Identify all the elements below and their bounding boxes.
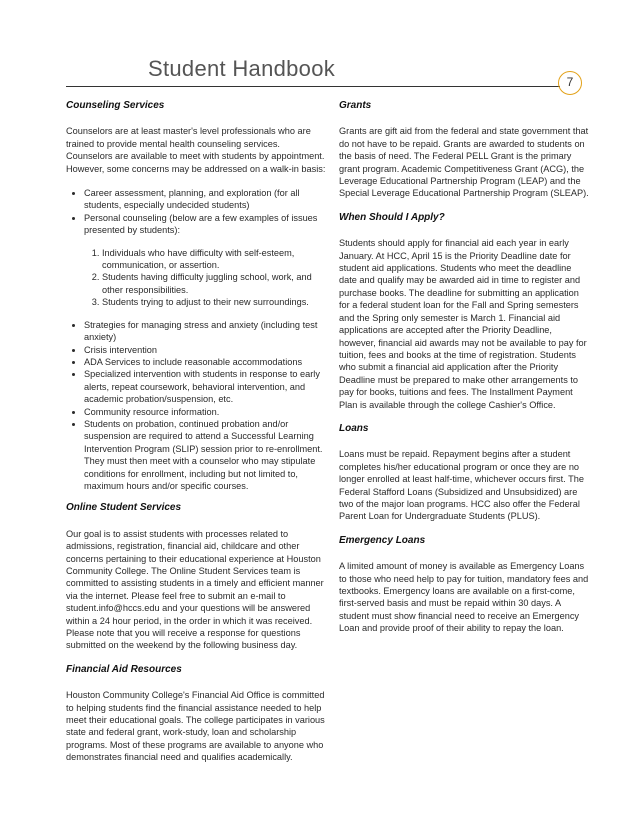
grants-heading: Grants (339, 100, 372, 111)
loans-body: Loans must be repaid. Repayment begins after a student completes his/her educational program or once they are no longer enrolled at least half-time, whichever occurs first. The Federal Stafford Loans (Subsidized and Unsubsidized) are two of the major loan programs. HCC also offer the Federal Parent Loan for Undergraduate Students (PLUS). (339, 449, 584, 522)
list-item: • Career assessment, planning, and exploration (for all students, especially undecided students) (84, 187, 328, 212)
page-header (0, 0, 638, 100)
emergency-loans-body: A limited amount of money is available as Emergency Loans to those who need help to pay for tuition, mandatory fees and textbooks. Emergency loans are available on a first-come, first-served basis and must be repaid within 30 days. A student must show financial need to receive an Emergency Loan and provide proof of their ability to repay the loan. (339, 561, 589, 634)
financial-aid-body: Houston Community College's Financial Aid Office is committed to helping students find the financial assistance needed to help meet their educational goals. The college participates in various state and federal grant, work-study, loan and scholarship programs. Most of these programs are available to anyone who demonstrates financial need and qualifies academically. (66, 690, 325, 763)
emergency-loans-heading: Emergency Loans (339, 534, 426, 546)
list-item: • Personal counseling (below are a few examples of issues presented by students): (84, 212, 328, 237)
counseling-section (66, 100, 328, 492)
emergency-loans-section (339, 535, 589, 635)
counseling-bullets-1 (66, 187, 328, 237)
list-item: • ADA Services to include reasonable accommodations (84, 356, 328, 368)
financial-aid-section (66, 664, 328, 764)
list-item: 2. Students having difficulty juggling school, work, and other responsibilities. (102, 271, 328, 296)
loans-heading: Loans (339, 422, 369, 434)
list-item: • Specialized intervention with students in response to early alerts, repeat coursework, behavioral intervention, and academic probation/suspension, etc. (84, 368, 328, 405)
counseling-numbered (84, 247, 328, 309)
page-title: Student Handbook (148, 56, 336, 81)
online-services-heading: Online Student Services (66, 502, 182, 514)
list-item: 1. Individuals who have difficulty with self-esteem, communication, or assertion. (102, 247, 328, 272)
counseling-intro: Counselors are at least master's level professionals who are trained to provide mental health counseling services. Counselors are available to meet with students by appointment. However, some concerns may be addressed on a walk-in basis: (66, 126, 326, 174)
online-services-body: Our goal is to assist students with processes related to admissions, registration, financial aid, childcare and other concerns pertaining to their educational experience at Houston Community College. The Online Student Services team is committed to assisting students in a timely and efficient manner via the internet. Please feel free to submit an e-mail to student.info@hccs.edu and your questions will be answered within a 24 hour period, in the order in which it was received. Please note that you will receive a response for questions submitted on the weekend by the following business day. (66, 528, 324, 651)
list-item: 3. Students trying to adjust to their new surroundings. (102, 296, 328, 308)
left-column (66, 100, 328, 776)
header-rule (66, 86, 560, 87)
right-column (339, 100, 589, 647)
list-item: • Crisis intervention (84, 344, 328, 356)
when-apply-heading: When Should I Apply? (339, 211, 445, 223)
list-item: • Students on probation, continued probation and/or suspension are required to attend a Successful Learning Intervention Program (SLIP) session prior to re-enrollment. They must then meet with a counselor who may stipulate conditions for enrollment, including but not limited to, maximum hours and/or specific courses. (84, 418, 328, 492)
counseling-heading: Counseling Services (66, 100, 165, 111)
loans-section (339, 423, 589, 523)
counseling-bullets-2 (66, 319, 328, 493)
when-apply-section (339, 212, 589, 411)
when-apply-body: Students should apply for financial aid each year in early January. At HCC, April 15 is the Priority Deadline date for student aid applications. Students who meet the deadline date and qualify may be awarded aid in time to register and purchase books. The deadline for submitting an application for a federal student loan for the Fall and Spring semesters and the Spring only semester is March 1. Financial aid applications are accepted after the Priority Deadline, however, financial aid awards may not be available to pay for tuition, fees and books at the time of registration. Students who submit a financial aid application after the Priority Deadline must be prepared to make other arrangements to pay for books, tuitions and fees. The Installment Payment Plan is available through the college Cashier's Office. (339, 238, 587, 410)
page-number: 7 (558, 71, 582, 95)
grants-body: Grants are gift aid from the federal and state government that do not have to be repaid. Grants are awarded to students on the basis of need. The Federal PELL Grant is the primary grant program. Academic Competitiveness Grant (ACG), the Leverage Educational Partnership Program (LEAP) and the Special Leverage Educational Partnership Program (SLEAP). (339, 126, 589, 199)
list-item: • Strategies for managing stress and anxiety (including test anxiety) (84, 319, 328, 344)
grants-section (339, 100, 589, 200)
list-item: • Community resource information. (84, 406, 328, 418)
financial-aid-heading: Financial Aid Resources (66, 663, 182, 675)
online-services-section (66, 502, 328, 651)
